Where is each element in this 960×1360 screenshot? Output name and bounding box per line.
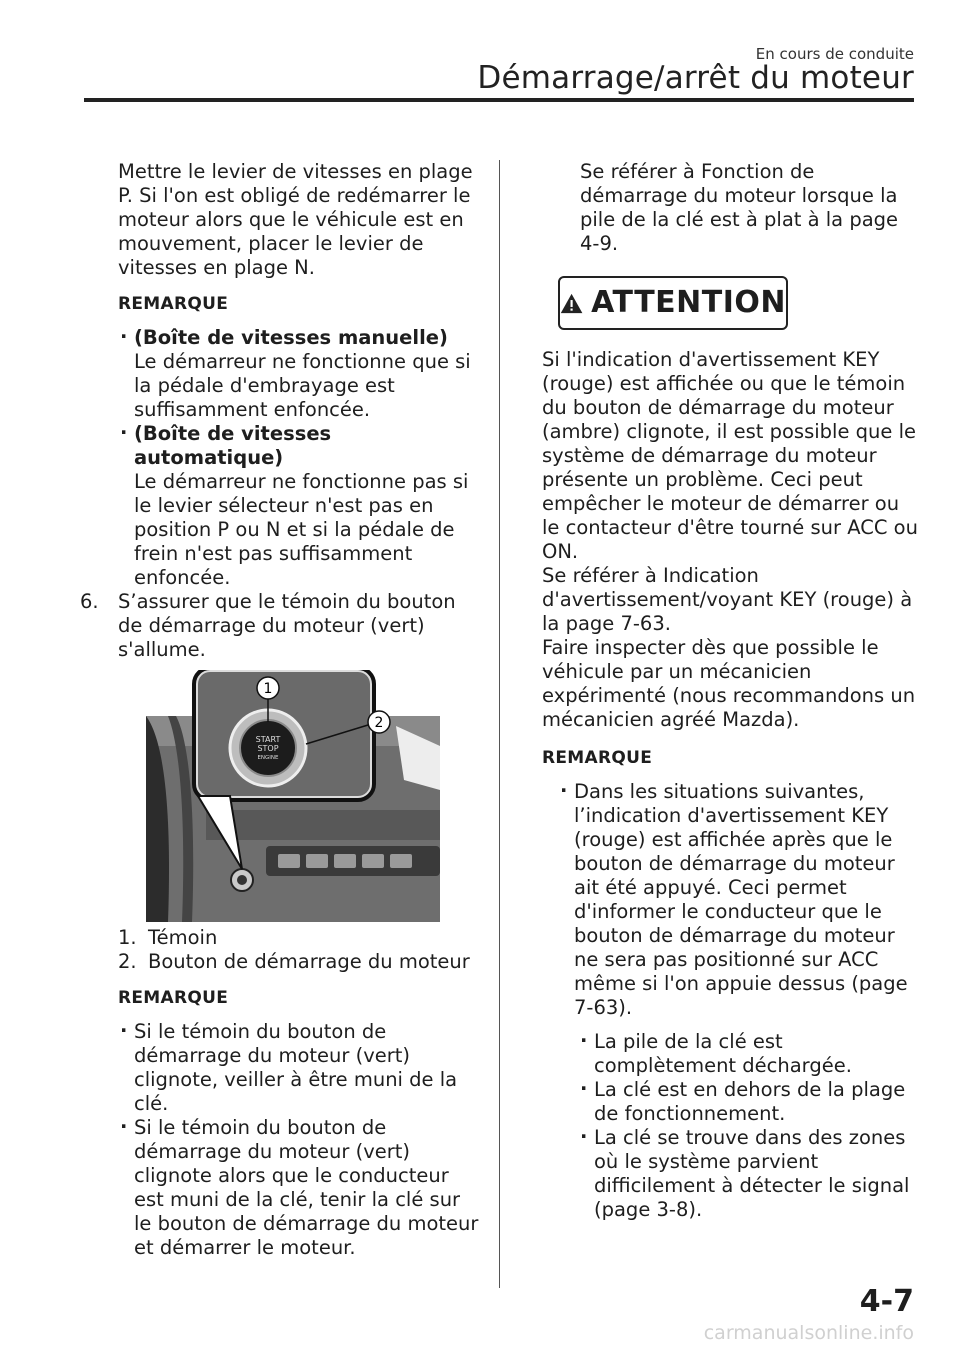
attention-inspect: Faire inspecter dès que possible le véhicule par un mécanicien expérimenté (nous recommandons un mécanicien agréé Mazda). [542,636,916,731]
header-section: En cours de conduite [755,45,914,63]
callout-2-label: 2 [374,715,384,731]
column-divider [499,160,500,1288]
figure-legend [80,926,480,974]
right-column [542,160,922,1222]
remark-item-title: · (Boîte de vitesses manuelle) [134,326,448,349]
legend-item [118,926,480,950]
button-label-engine: ENGINE [257,755,279,761]
legend-text: Témoin [148,926,218,949]
warning-triangle-icon [560,290,583,317]
remark-list [80,1020,480,1260]
remark-item: · Si le témoin du bouton de démarrage du moteur (vert) clignote, veiller à être muni de la clé. [118,1020,480,1116]
legend-text: Bouton de démarrage du moteur [148,950,470,973]
attention-box [558,276,788,330]
callout-1-label: 1 [263,681,273,697]
header-rule [84,98,914,102]
header-title: Démarrage/arrêt du moteur [477,60,914,96]
remark-list [80,326,480,590]
step-number: 6. [80,590,99,613]
remark-list [542,780,922,1222]
sub-remark-item: · La pile de la clé est complètement déchargée. [578,1030,922,1078]
left-column [80,160,480,1260]
attention-label: ATTENTION [591,285,786,320]
legend-number: 1. [118,926,137,949]
dashboard-illustration [146,670,466,922]
remark-label: REMARQUE [118,988,229,1008]
attention-reference: Se référer à Indication d'avertissement/voyant KEY (rouge) à la page 7-63. [542,564,913,635]
button-label-start: START [255,735,281,744]
remark-item-automatic [118,422,480,590]
remark-item-text: Le démarreur ne fonctionne pas si le levier sélecteur n'est pas en position P ou N et si la pédale de frein n'est pas suffisamment enfoncée. [134,470,469,589]
remark-item: · Dans les situations suivantes, l’indication d'avertissement KEY (rouge) est affichée après que le bouton de démarrage du moteur ait été appuyé. Ceci permet d'informer le conducteur que le bouton de démarrage du moteur ne sera pas positionné sur ACC même si l'on appuie dessus (page 7-63). [558,780,922,1020]
step-6 [80,590,480,662]
sub-remark-item: · La clé se trouve dans des zones où le système parvient difficilement à détecter le signal (page 3-8). [578,1126,922,1222]
legend-item [118,950,480,974]
page-number: 4-7 [859,1284,914,1319]
remark-item-manual [118,326,480,422]
sub-remark-item: · La clé est en dehors de la plage de fonctionnement. [578,1078,922,1126]
start-button-figure [146,670,466,922]
remark-item: · Si le témoin du bouton de démarrage du moteur (vert) clignote alors que le conducteur est muni de la clé, tenir la clé sur le bouton de démarrage du moteur et démarrer le moteur. [118,1116,480,1260]
remark-label: REMARQUE [542,748,653,768]
remark-item-title: · (Boîte de vitesses automatique) [134,422,332,469]
sub-remark-list [558,1030,922,1222]
remark-item-text: Le démarreur ne fonctionne que si la pédale d'embrayage est suffisamment enfoncée. [134,350,471,421]
reference-paragraph: Se référer à Fonction de démarrage du moteur lorsque la pile de la clé est à plat à la page 4-9. [580,160,899,255]
button-label-stop: STOP [257,744,279,753]
attention-text: Si l'indication d'avertissement KEY (rouge) est affichée ou que le témoin du bouton de démarrage du moteur (ambre) clignote, il est possible que le système de démarrage du moteur présente un problème. Ceci peut empêcher le moteur de démarrer ou le contacteur d'être tourné sur ACC ou ON. [542,348,918,563]
watermark-site: carmanualsonline.info [703,1322,914,1344]
remark-label: REMARQUE [118,294,229,314]
legend-number: 2. [118,950,137,973]
step-text: S’assurer que le témoin du bouton de démarrage du moteur (vert) s'allume. [118,590,456,661]
intro-paragraph: Mettre le levier de vitesses en plage P. Si l'on est obligé de redémarrer le moteur alors que le véhicule est en mouvement, placer le levier de vitesses en plage N. [118,160,473,279]
